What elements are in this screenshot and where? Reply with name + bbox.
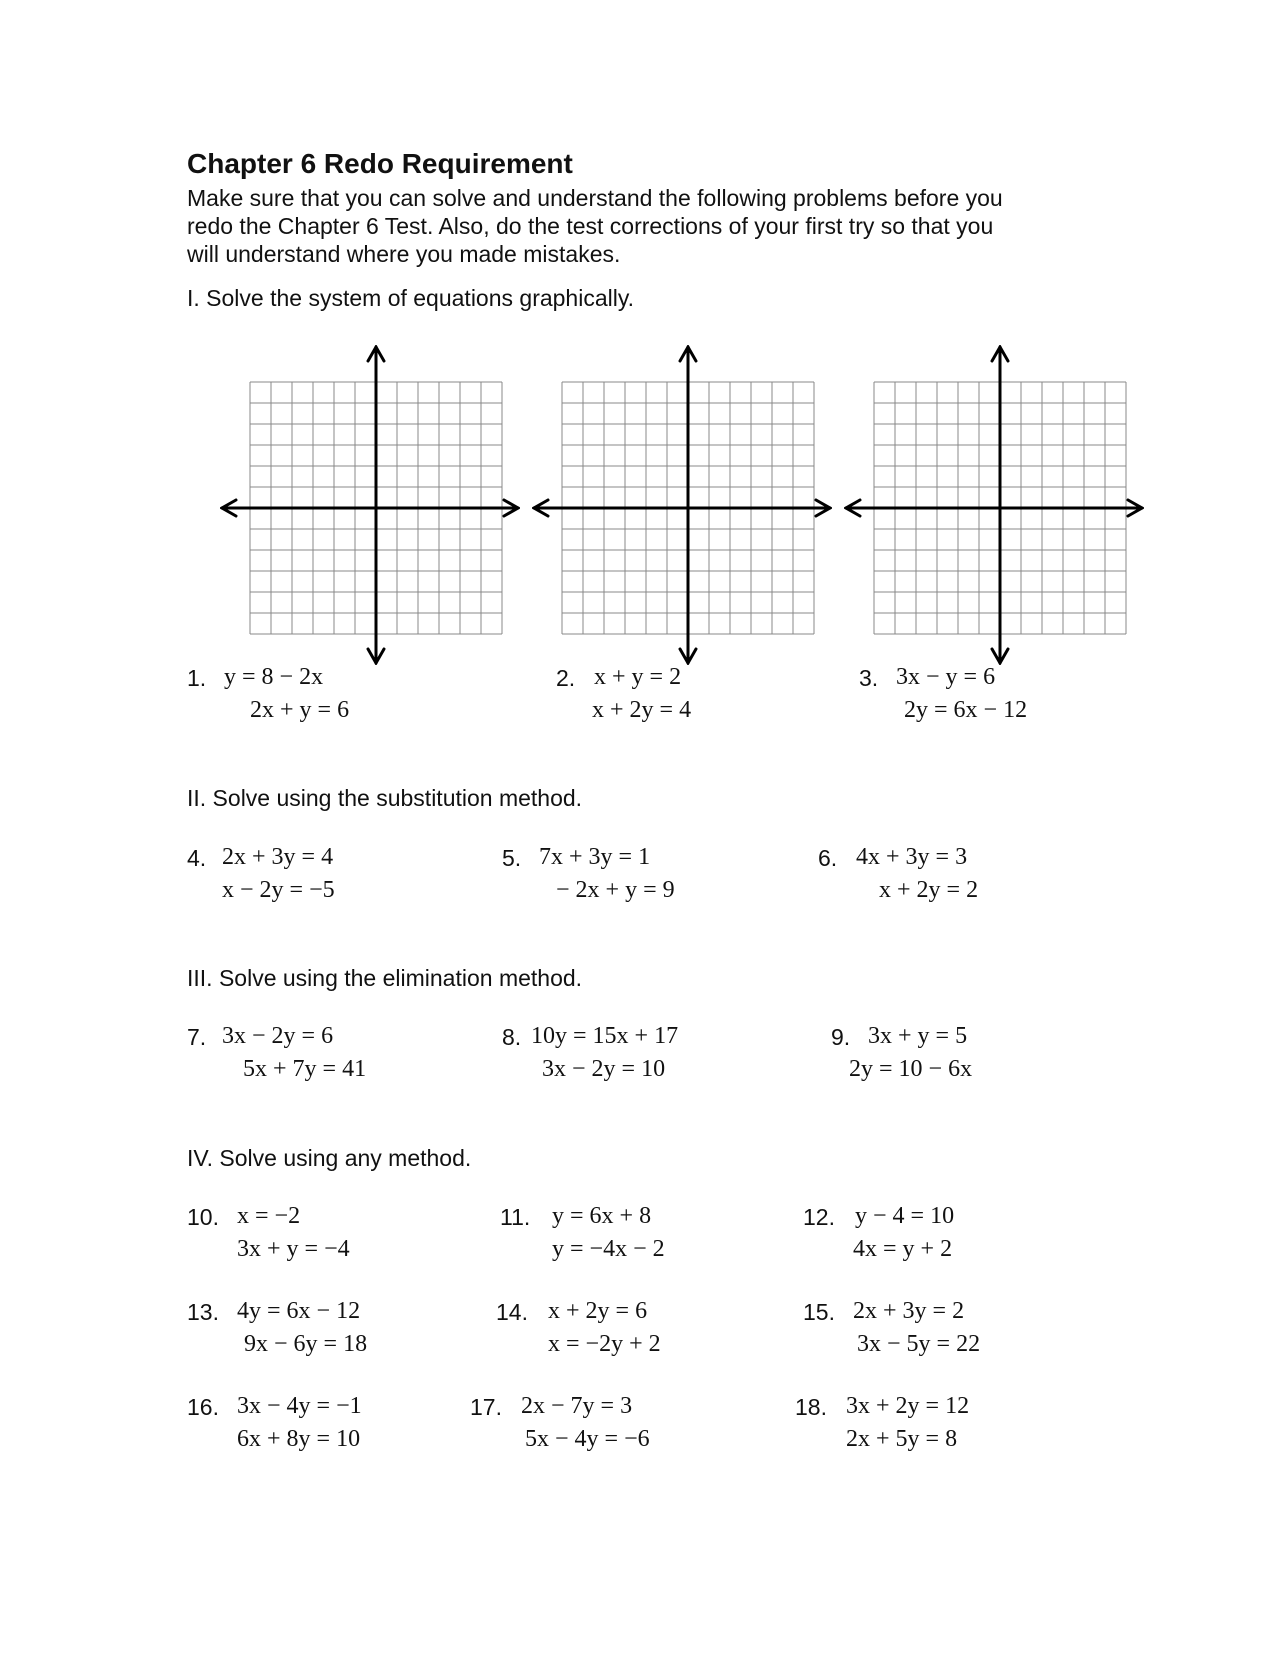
problem-equation: x + 2y = 6 [548, 1298, 648, 1324]
problem-number: 18. [795, 1394, 827, 1420]
problem-equation: x − 2y = −5 [222, 877, 335, 903]
problem-number: 15. [803, 1299, 835, 1325]
problem-equation: 5x + 7y = 41 [243, 1056, 367, 1082]
problem-equation: 3x + 2y = 12 [846, 1393, 970, 1419]
problem-equation: 3x + y = 5 [868, 1023, 968, 1049]
problem-equation: 3x + y = −4 [237, 1236, 350, 1262]
intro-line: Make sure that you can solve and understand the following problems before you [187, 185, 1003, 211]
grid-axes [846, 347, 1142, 663]
problem-equation: x + 2y = 2 [879, 877, 979, 903]
problem-number: 17. [470, 1394, 502, 1420]
problem-equation: y = −4x − 2 [552, 1236, 665, 1262]
problem-equation: 2x + 5y = 8 [846, 1426, 958, 1452]
problem-number: 12. [803, 1204, 835, 1230]
problem-number: 10. [187, 1204, 219, 1230]
problem-number: 9. [831, 1024, 851, 1050]
intro-line: redo the Chapter 6 Test. Also, do the test corrections of your first try so that you [187, 213, 994, 239]
section-heading-elimination: III. Solve using the elimination method. [187, 965, 583, 991]
problem-number: 16. [187, 1394, 219, 1420]
section-heading-substitution: II. Solve using the substitution method. [187, 785, 583, 811]
intro-line: will understand where you made mistakes. [187, 241, 621, 267]
problem-equation: 2y = 6x − 12 [904, 697, 1028, 723]
problem-equation: x + y = 2 [594, 664, 682, 690]
problem-equation: x = −2y + 2 [548, 1331, 661, 1357]
problem-equation: 10y = 15x + 17 [531, 1023, 679, 1049]
problem-equation: 3x − 4y = −1 [237, 1393, 362, 1419]
problem-number: 1. [187, 665, 207, 691]
problem-equation: y − 4 = 10 [855, 1203, 955, 1229]
problem-equation: 4x = y + 2 [853, 1236, 953, 1262]
problem-number: 4. [187, 845, 207, 871]
problem-number: 6. [818, 845, 838, 871]
problem-equation: 2x + 3y = 2 [853, 1298, 965, 1324]
intro-paragraph [187, 184, 1087, 268]
coordinate-grid-1[interactable] [220, 345, 520, 665]
page-title: Chapter 6 Redo Requirement [187, 148, 573, 179]
problem-number: 2. [556, 665, 576, 691]
coordinate-grid-3[interactable] [844, 345, 1144, 665]
problem-equation: 2x + 3y = 4 [222, 844, 334, 870]
problem-equation: y = 8 − 2x [224, 664, 324, 690]
problem-number: 8. [502, 1024, 522, 1050]
section-heading-any-method: IV. Solve using any method. [187, 1145, 472, 1171]
problem-equation: 7x + 3y = 1 [539, 844, 651, 870]
problem-equation: 2y = 10 − 6x [849, 1056, 973, 1082]
problem-number: 11. [500, 1204, 531, 1230]
problem-equation: 3x − 2y = 10 [542, 1056, 666, 1082]
problem-equation: 9x − 6y = 18 [244, 1331, 368, 1357]
problem-number: 13. [187, 1299, 219, 1325]
problem-number: 3. [859, 665, 879, 691]
problem-equation: − 2x + y = 9 [556, 877, 675, 903]
problem-equation: 6x + 8y = 10 [237, 1426, 361, 1452]
grid-axes [222, 347, 518, 663]
problem-equation: 4x + 3y = 3 [856, 844, 968, 870]
problem-number: 5. [502, 845, 522, 871]
problem-equation: 4y = 6x − 12 [237, 1298, 361, 1324]
problem-equation: 3x − y = 6 [896, 664, 996, 690]
problem-equation: 3x − 5y = 22 [857, 1331, 981, 1357]
problem-equation: 2x − 7y = 3 [521, 1393, 633, 1419]
problem-equation: 2x + y = 6 [250, 697, 350, 723]
section-heading-graphing: I. Solve the system of equations graphically. [187, 285, 635, 311]
problem-equation: x + 2y = 4 [592, 697, 692, 723]
problem-equation: 5x − 4y = −6 [525, 1426, 650, 1452]
problem-number: 7. [187, 1024, 207, 1050]
problem-equation: x = −2 [237, 1203, 301, 1229]
grid-axes [534, 347, 830, 663]
coordinate-grid-2[interactable] [532, 345, 832, 665]
problem-number: 14. [496, 1299, 528, 1325]
problem-equation: 3x − 2y = 6 [222, 1023, 334, 1049]
problem-equation: y = 6x + 8 [552, 1203, 652, 1229]
